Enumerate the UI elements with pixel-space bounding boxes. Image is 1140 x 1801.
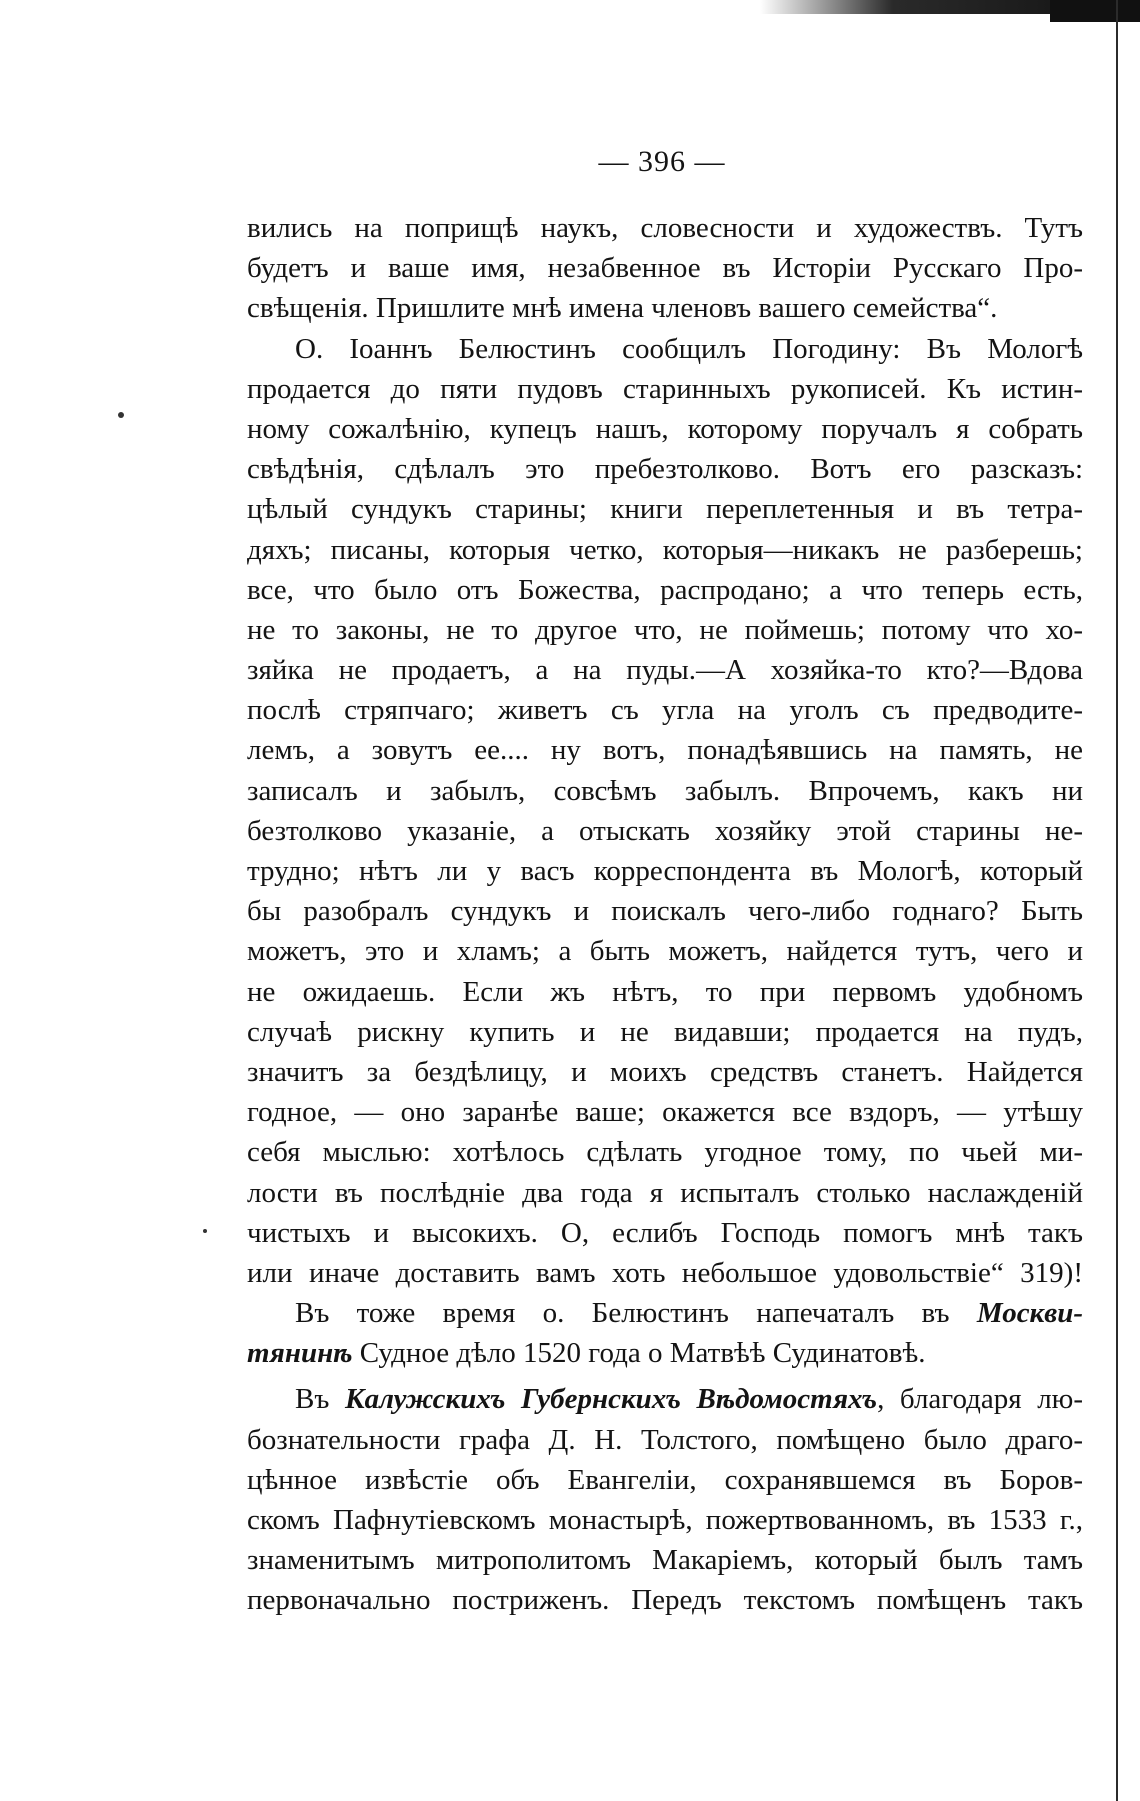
text-line — [247, 1293, 1083, 1333]
text-line: дяхъ; писаны, которыя четко, которыя—никакъ не разберешь; — [247, 533, 1083, 566]
periodical-title: Москви- — [976, 1297, 1083, 1330]
text-line: ному сожалѣнію, купецъ нашъ, которому поручалъ я собрать — [247, 412, 1083, 445]
text-line: скомъ Пафнутіевскомъ монастырѣ, пожертвованномъ, въ 1533 г., — [247, 1504, 1083, 1536]
text-line: бы разобралъ сундукъ и поискалъ чего-либо годнаго? Быть — [247, 895, 1083, 928]
page-number: — 396 — — [598, 145, 726, 178]
text-line: бознательности графа Д. Н. Толстого, помѣщено было драго- — [247, 1423, 1083, 1456]
text-line: послѣ стряпчаго; живетъ съ угла на уголъ съ предводите- — [247, 694, 1083, 727]
text-line: О. Іоаннъ Белюстинъ сообщилъ Погодину: Въ Мологѣ — [295, 332, 1083, 365]
text-line: знаменитымъ митрополитомъ Макаріемъ, который былъ тамъ — [247, 1544, 1083, 1577]
text-line: годное, — оно заранѣе ваше; окажется все вздоръ, — утѣшу — [247, 1096, 1083, 1129]
text-line: записалъ и забылъ, совсѣмъ забылъ. Впрочемъ, какъ ни — [247, 774, 1083, 807]
periodical-title: тянинѣ — [247, 1337, 353, 1370]
page-body — [247, 208, 1083, 1621]
text-run: Въ — [295, 1383, 345, 1416]
text-line: продается до пяти пудовъ старинныхъ рукописей. Къ истин- — [247, 372, 1083, 405]
text-line — [247, 1379, 1083, 1419]
text-line — [247, 1333, 1083, 1373]
text-line: случаѣ рискну купить и не видавши; продается на пудъ, — [247, 1015, 1083, 1048]
text-line: цѣнное извѣстіе объ Евангеліи, сохранявшемся въ Боров- — [247, 1463, 1083, 1496]
page-edge-line — [1116, 0, 1118, 1801]
text-line: будетъ и ваше имя, незабвенное въ Исторіи Русскаго Про- — [247, 252, 1083, 285]
text-line: лости въ послѣдніе два года я испыталъ столько наслажденій — [247, 1176, 1083, 1209]
text-line: лемъ, а зовутъ ее.... ну вотъ, понадѣявшись на память, не — [247, 734, 1083, 767]
text-line: или иначе доставить вамъ хоть небольшое удовольствіе“ 319)! — [247, 1256, 1083, 1289]
periodical-title: Калужскихъ Губернскихъ Вѣдомостяхъ — [344, 1383, 878, 1416]
text-line: первоначально постриженъ. Передъ текстомъ помѣщенъ такъ — [247, 1584, 1083, 1617]
text-run: Въ тоже время о. Белюстинъ напечаталъ въ — [295, 1297, 977, 1330]
text-line: не то законы, не то другое что, не поймешь; потому что хо- — [247, 613, 1083, 646]
text-run: Судное дѣло 1520 года о Матвѣѣ Судинатовѣ. — [352, 1337, 926, 1370]
margin-mark — [203, 1229, 207, 1233]
text-line: чистыхъ и высокихъ. О, еслибъ Господь помогъ мнѣ такъ — [247, 1216, 1083, 1249]
text-line: трудно; нѣтъ ли у васъ корреспондента въ Мологѣ, который — [247, 855, 1083, 887]
text-line: значитъ за бездѣлицу, и моихъ средствъ станетъ. Найдется — [247, 1055, 1083, 1088]
text-line: свѣщенія. Пришлите мнѣ имена членовъ вашего семейства“. — [247, 292, 998, 325]
text-line: зяйка не продаетъ, а на пуды.—А хозяйка-то кто?—Вдова — [247, 654, 1083, 687]
scan-corner-shadow — [1050, 0, 1140, 22]
text-line: свѣдѣнія, сдѣлалъ это пребезтолково. Вотъ его разсказъ: — [247, 453, 1083, 486]
text-line: не ожидаешь. Если жъ нѣтъ, то при первомъ удобномъ — [247, 975, 1083, 1008]
margin-mark — [118, 412, 124, 418]
text-run: , благодаря лю- — [877, 1383, 1084, 1416]
text-line: все, что было отъ Божества, распродано; а что теперь есть, — [247, 573, 1083, 606]
text-line: себя мыслью: хотѣлось сдѣлать угодное тому, по чьей ми- — [247, 1136, 1083, 1169]
text-line: цѣлый сундукъ старины; книги переплетенныя и въ тетра- — [247, 493, 1083, 526]
text-line: можетъ, это и хламъ; а быть можетъ, найдется тутъ, чего и — [247, 935, 1083, 968]
text-line: безтолково указаніе, а отыскать хозяйку этой старины не- — [247, 814, 1083, 847]
text-line: вились на поприщѣ наукъ, словесности и художествъ. Тутъ — [247, 212, 1083, 244]
